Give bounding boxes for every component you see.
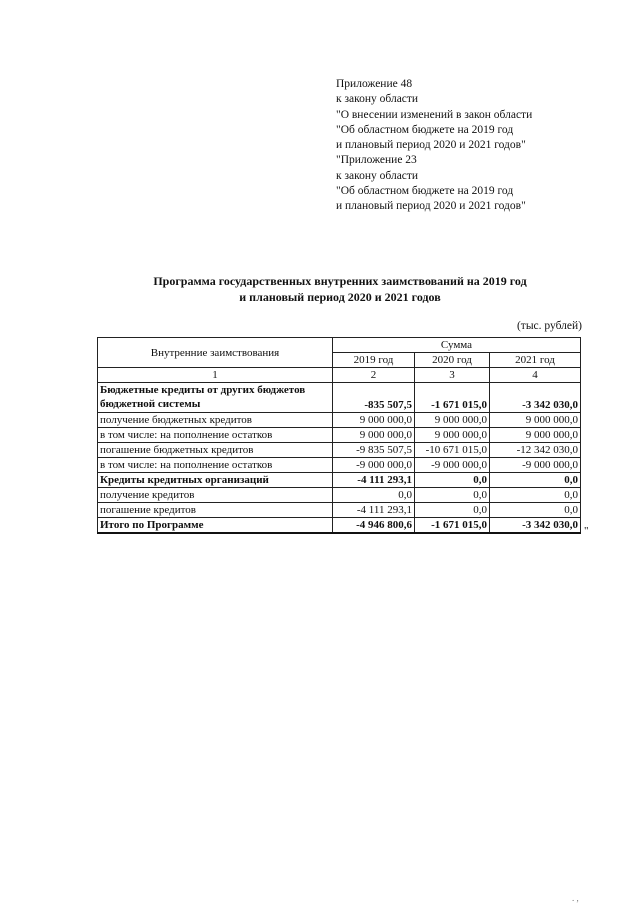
value-2019: -835 507,5 — [333, 383, 415, 413]
units-label: (тыс. рублей) — [516, 320, 582, 332]
appendix-line: к закону области — [336, 93, 419, 106]
value-2020: 9 000 000,0 — [415, 428, 490, 443]
value-2020: 9 000 000,0 — [415, 413, 490, 428]
value-2020: 0,0 — [415, 503, 490, 518]
row-name: в том числе: на пополнение остатков — [98, 428, 333, 443]
column-number: 3 — [415, 368, 490, 383]
value-2021: -3 342 030,0 — [490, 383, 581, 413]
value-2019: -4 946 800,6 — [333, 518, 415, 534]
value-2021: 0,0 — [490, 503, 581, 518]
value-2021: 9 000 000,0 — [490, 428, 581, 443]
value-2021: 9 000 000,0 — [490, 413, 581, 428]
column-header-2020: 2020 год — [415, 353, 490, 368]
column-header-2019: 2019 год — [333, 353, 415, 368]
row-name: получение кредитов — [98, 488, 333, 503]
column-number: 1 — [98, 368, 333, 383]
value-2020: -1 671 015,0 — [415, 518, 490, 534]
column-header-2021: 2021 год — [490, 353, 581, 368]
table-row — [98, 458, 581, 473]
value-2019: -9 835 507,5 — [333, 443, 415, 458]
appendix-line: и плановый период 2020 и 2021 годов" — [336, 139, 526, 152]
title-line-1: Программа государственных внутренних заимствований на 2019 год — [153, 274, 527, 288]
column-header-borrowings: Внутренние заимствования — [98, 338, 333, 368]
value-2019: -4 111 293,1 — [333, 473, 415, 488]
row-name: Итого по Программе — [98, 518, 333, 534]
value-2020: 0,0 — [415, 473, 490, 488]
column-number: 2 — [333, 368, 415, 383]
value-2019: -4 111 293,1 — [333, 503, 415, 518]
table-row — [98, 503, 581, 518]
appendix-line: "О внесении изменений в закон области — [336, 108, 533, 121]
value-2020: -10 671 015,0 — [415, 443, 490, 458]
appendix-line: и плановый период 2020 и 2021 годов" — [336, 200, 526, 213]
row-name: Кредиты кредитных организаций — [98, 473, 333, 488]
table-row — [98, 383, 581, 413]
borrowing-table — [97, 337, 581, 534]
appendix-line: Приложение 48 — [336, 78, 413, 90]
value-2021: -12 342 030,0 — [490, 443, 581, 458]
value-2019: 9 000 000,0 — [333, 413, 415, 428]
appendix-line: "Об областном бюджете на 2019 год — [336, 123, 514, 136]
value-2020: 0,0 — [415, 488, 490, 503]
column-header-sum: Сумма — [333, 338, 581, 353]
row-name: погашение кредитов — [98, 503, 333, 518]
document-title — [60, 273, 620, 305]
appendix-line: "Приложение 23 — [336, 154, 417, 167]
value-2020: -1 671 015,0 — [415, 383, 490, 413]
title-line-2: и плановый период 2020 и 2021 годов — [239, 290, 441, 304]
value-2019: 9 000 000,0 — [333, 428, 415, 443]
table-row — [98, 488, 581, 503]
value-2021: -9 000 000,0 — [490, 458, 581, 473]
value-2021: 0,0 — [490, 488, 581, 503]
row-name: погашение бюджетных кредитов — [98, 443, 333, 458]
value-2021: 0,0 — [490, 473, 581, 488]
table-header-row — [98, 338, 581, 353]
row-name: Бюджетные кредиты от других бюджетов бюджетной системы — [98, 383, 333, 413]
table-total-row — [98, 518, 581, 534]
scan-mark: . , — [572, 893, 579, 903]
table-column-number-row — [98, 368, 581, 383]
value-2020: -9 000 000,0 — [415, 458, 490, 473]
value-2021: -3 342 030,0 — [490, 518, 581, 534]
appendix-line: к закону области — [336, 169, 419, 182]
column-number: 4 — [490, 368, 581, 383]
closing-quote: " — [584, 525, 589, 537]
appendix-line: "Об областном бюджете на 2019 год — [336, 185, 514, 198]
appendix-header — [336, 77, 626, 215]
table-row — [98, 413, 581, 428]
table-row — [98, 428, 581, 443]
row-name: в том числе: на пополнение остатков — [98, 458, 333, 473]
table-row — [98, 443, 581, 458]
table-row — [98, 473, 581, 488]
value-2019: -9 000 000,0 — [333, 458, 415, 473]
value-2019: 0,0 — [333, 488, 415, 503]
row-name: получение бюджетных кредитов — [98, 413, 333, 428]
